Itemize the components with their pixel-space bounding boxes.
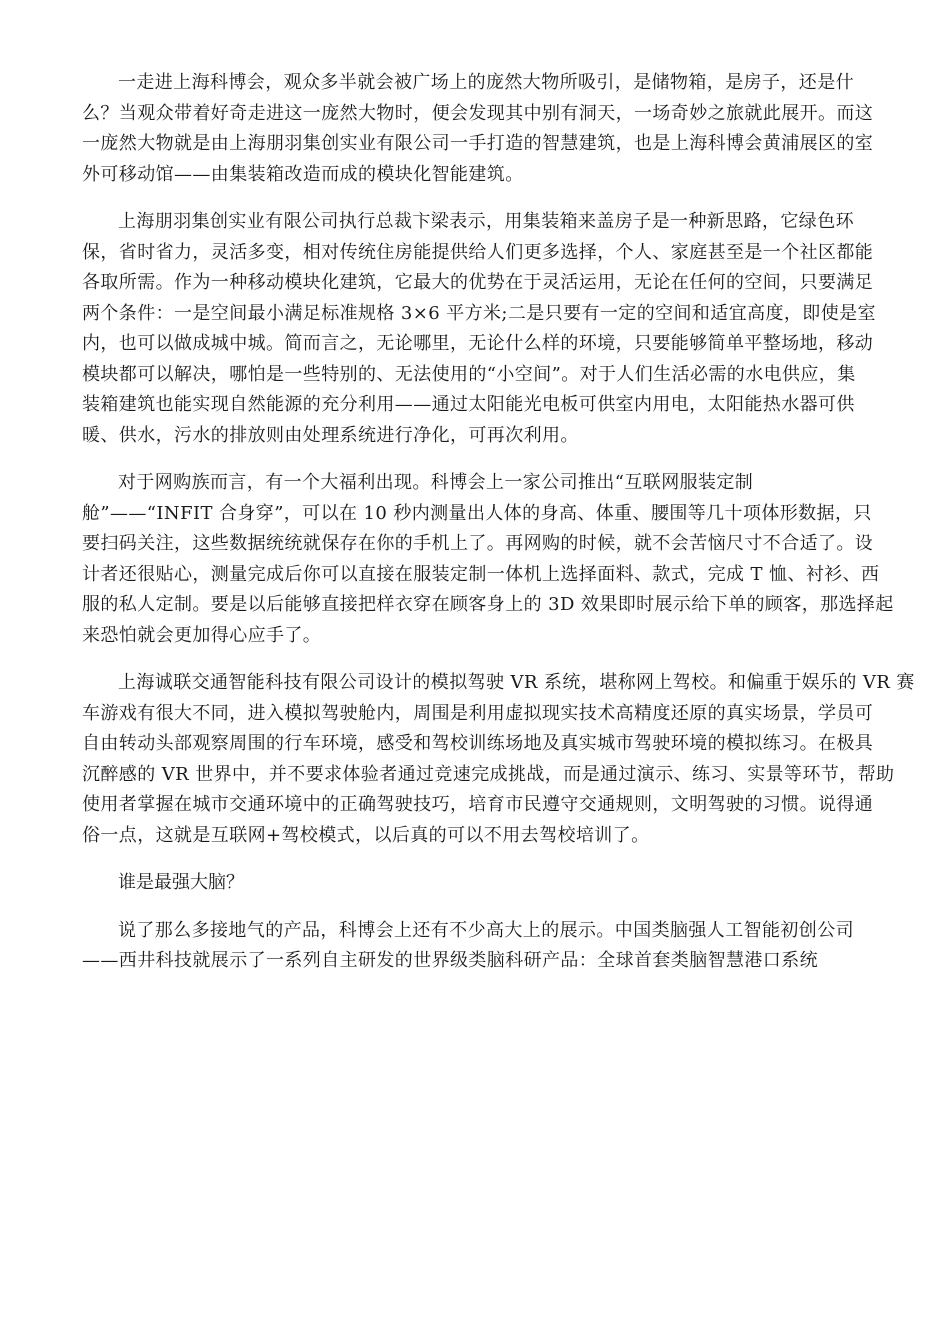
paragraph-3-line-5: 服的私人定制。要是以后能够直接把样衣穿在顾客身上的 3D 效果即时展示给下单的顾客，那选择起 [82,594,894,615]
paragraph-3-line-6: 来恐怕就会更加得心应手了。 [82,624,322,646]
paragraph-3-line-4: 计者还很贴心，测量完成后你可以直接在服装定制一体机上选择面料、款式，完成 T 恤、衬衫、西 [82,563,880,585]
paragraph-2-line-6: 模块都可以解决，哪怕是一些特别的、无法使用的“小空间”。对于人们生活必需的水电供应，集 [82,363,856,385]
paragraph-container-5 [82,916,872,977]
paragraph-3-line-3: 要扫码关注，这些数据统统就保存在你的手机上了。再网购的时候，就不会苦恼尺寸不合适了。设 [82,533,874,554]
paragraph-2-line-2: 保，省时省力，灵活多变，相对传统住房能提供给人们更多选择，个人、家庭甚至是一个社区都能 [82,241,874,263]
paragraph-4-line-6: 俗一点，这就是互联网+驾校模式，以后真的可以不用去驾校培训了。 [82,824,650,846]
paragraph-5-line-1: 说了那么多接地气的产品，科博会上还有不少高大上的展示。中国类脑强人工智能初创公司 [118,919,854,941]
paragraph-1-line-1: 一走进上海科博会，观众多半就会被广场上的庞然大物所吸引，是储物箱，是房子，还是什 [118,72,854,93]
paragraph-4-line-2: 车游戏有很大不同，进入模拟驾驶舱内，周围是利用虚拟现实技术高精度还原的真实场景，学员可 [82,702,874,724]
paragraph-2-line-7: 装箱建筑也能实现自然能源的充分利用——通过太阳能光电板可供室内用电，太阳能热水器可供 [82,394,855,415]
paragraph-container-2 [82,207,876,451]
document-page [82,68,915,994]
paragraph-3-line-1: 对于网购族而言，有一个大福利出现。科博会上一家公司推出“互联网服装定制 [118,472,754,493]
paragraph-1-line-2: 么？当观众带着好奇走进这一庞然大物时，便会发现其中别有洞天，一场奇妙之旅就此展开。而这 [82,102,874,124]
section-heading: 谁是最强大脑？ [118,872,244,893]
paragraph-container-3 [82,468,894,651]
paragraph-2-line-1: 上海朋羽集创实业有限公司执行总裁卞梁表示，用集装箱来盖房子是一种新思路，它绿色环 [118,211,854,232]
paragraph-container-4 [82,668,915,851]
paragraph-1-line-4: 外可移动馆——由集装箱改造而成的模块化智能建筑。 [82,163,524,185]
paragraph-2-line-5: 内，也可以做成城中城。简而言之，无论哪里，无论什么样的环境，只要能够简单平整场地，移动 [82,333,874,354]
paragraph-2-line-4: 两个条件：一是空间最小满足标准规格 3×6 平方米;二是只要有一定的空间和适宜高度，即使是室 [82,302,876,324]
paragraph-4-line-4: 沉醉感的 VR 世界中，并不要求体验者通过竞速完成挑战，而是通过演示、练习、实景等环节，帮助 [82,763,895,785]
paragraph-container-1 [82,68,872,190]
paragraph-4-line-5: 使用者掌握在城市交通环境中的正确驾驶技巧，培育市民遵守交通规则，文明驾驶的习惯。说得通 [82,794,874,815]
paragraph-2-line-3: 各取所需。作为一种移动模块化建筑，它最大的优势在于灵活运用，无论在任何的空间，只要满足 [82,272,874,293]
paragraph-4-line-3: 自由转动头部观察周围的行车环境，感受和驾校训练场地及真实城市驾驶环境的模拟练习。在极具 [82,733,874,754]
paragraph-4-line-1: 上海诚联交通智能科技有限公司设计的模拟驾驶 VR 系统，堪称网上驾校。和偏重于娱乐的 VR 赛 [118,672,915,693]
paragraph-2-line-8: 暖、供水，污水的排放则由处理系统进行净化，可再次利用。 [82,424,579,446]
paragraph-3-line-2: 舱”——“INFIT 合身穿”，可以在 10 秒内测量出人体的身高、体重、腰围等几十项体形数据，只 [82,502,872,524]
paragraph-5-line-2: ——西井科技就展示了一系列自主研发的世界级类脑科研产品：全球首套类脑智慧港口系统 [82,950,818,971]
paragraph-1-line-3: 一庞然大物就是由上海朋羽集创实业有限公司一手打造的智慧建筑，也是上海科博会黄浦展区的室 [82,133,874,154]
